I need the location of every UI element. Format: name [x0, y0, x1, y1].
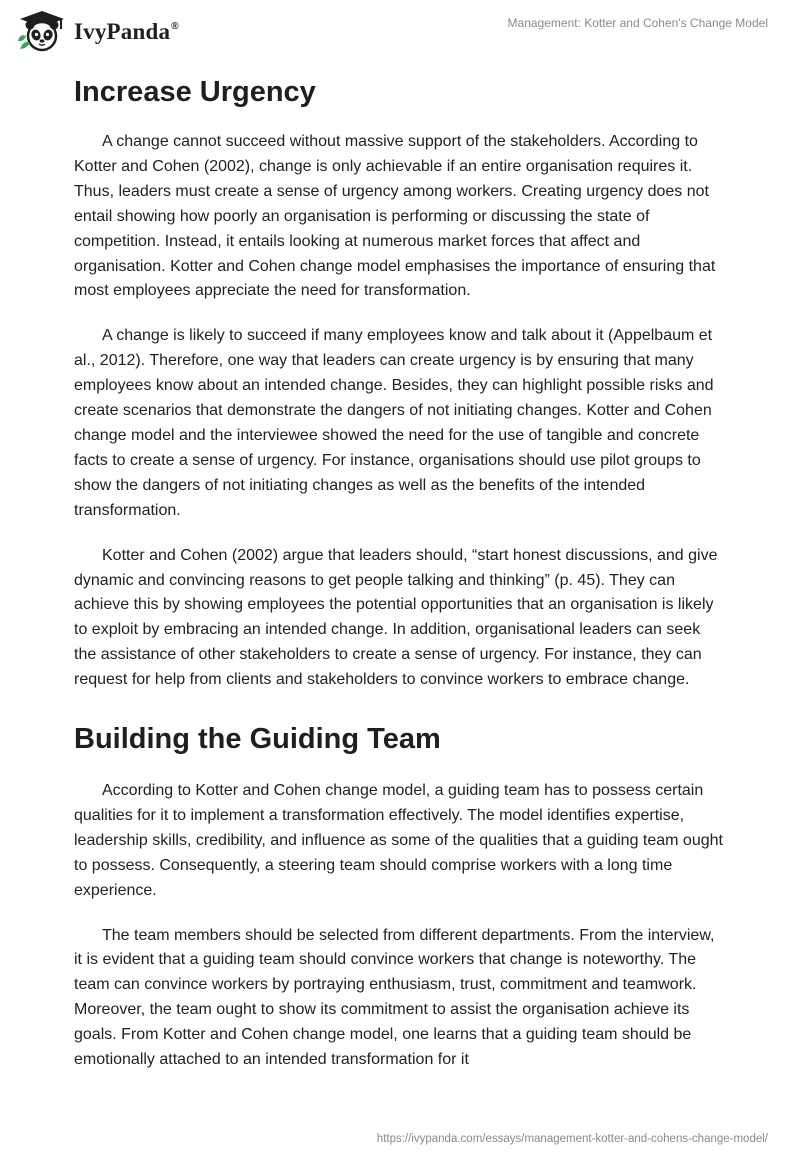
logo-wordmark: IvyPanda® [74, 19, 179, 44]
essay-body [74, 74, 726, 1093]
section-heading-increase-urgency: Increase Urgency [74, 76, 316, 108]
ivypanda-logo[interactable] [16, 9, 179, 53]
section-heading-guiding-team: Building the Guiding Team [74, 723, 441, 756]
document-title: Management: Kotter and Cohen's Change Model [507, 16, 768, 30]
paragraph: A change cannot succeed without massive support of the stakeholders. According to Kotter and Cohen (2002), change is only achievable if an entire organisation requires it. Thus, leaders must create a sense of urgency among workers. Creating urgency does not entail showing how poorly an organisation is performing or discussing the state of competition. Instead, it entails looking at numerous market forces that affect and organisation. Kotter and Cohen change model emphasises the importance of ensuring that most employees appreciate the need for transformation. [74, 133, 716, 300]
paragraph: The team members should be selected from different departments. From the interview, it is evident that a guiding team should convince workers that change is noteworthy. The team can convince workers by portraying enthusiasm, trust, commitment and teamwork. Moreover, the team ought to show its commitment to assist the organisation achieve its goals. From Kotter and Cohen change model, one learns that a guiding team should be emotionally attached to an intended transformation for it [74, 926, 715, 1069]
paragraph: Kotter and Cohen (2002) argue that leaders should, “start honest discussions, and give dynamic and convincing reasons to get people talking and thinking” (p. 45). They can achieve this by showing employees the potential opportunities that an organisation is likely to exploit by embracing an intended change. In addition, organisational leaders can seek the assistance of other stakeholders to create a sense of urgency. For instance, they can request for help from clients and stakeholders to convince workers to embrace change. [74, 546, 718, 689]
panda-graduate-icon [16, 9, 68, 53]
paragraph: According to Kotter and Cohen change model, a guiding team has to possess certain qualities for it to implement a transformation effectively. The model identifies expertise, leadership skills, credibility, and influence as some of the qualities that a guiding team ought to possess. Consequently, a steering team should comprise workers with a long time experience. [74, 782, 723, 899]
source-url[interactable]: https://ivypanda.com/essays/management-kotter-and-cohens-change-model/ [376, 1133, 768, 1145]
page-header [0, 0, 800, 62]
registered-mark: ® [171, 21, 179, 32]
paragraph: A change is likely to succeed if many employees know and talk about it (Appelbaum et al., 2012). Therefore, one way that leaders can create urgency is by ensuring that many employees know about an intended change. Besides, they can highlight possible risks and create scenarios that demonstrate the dangers of not initiating changes. Kotter and Cohen change model and the interviewee showed the need for the use of tangible and concrete facts to create a sense of urgency. For instance, organisations should use pilot groups to show the dangers of not initiating changes as well as the benefits of the intended transformation. [74, 327, 714, 519]
